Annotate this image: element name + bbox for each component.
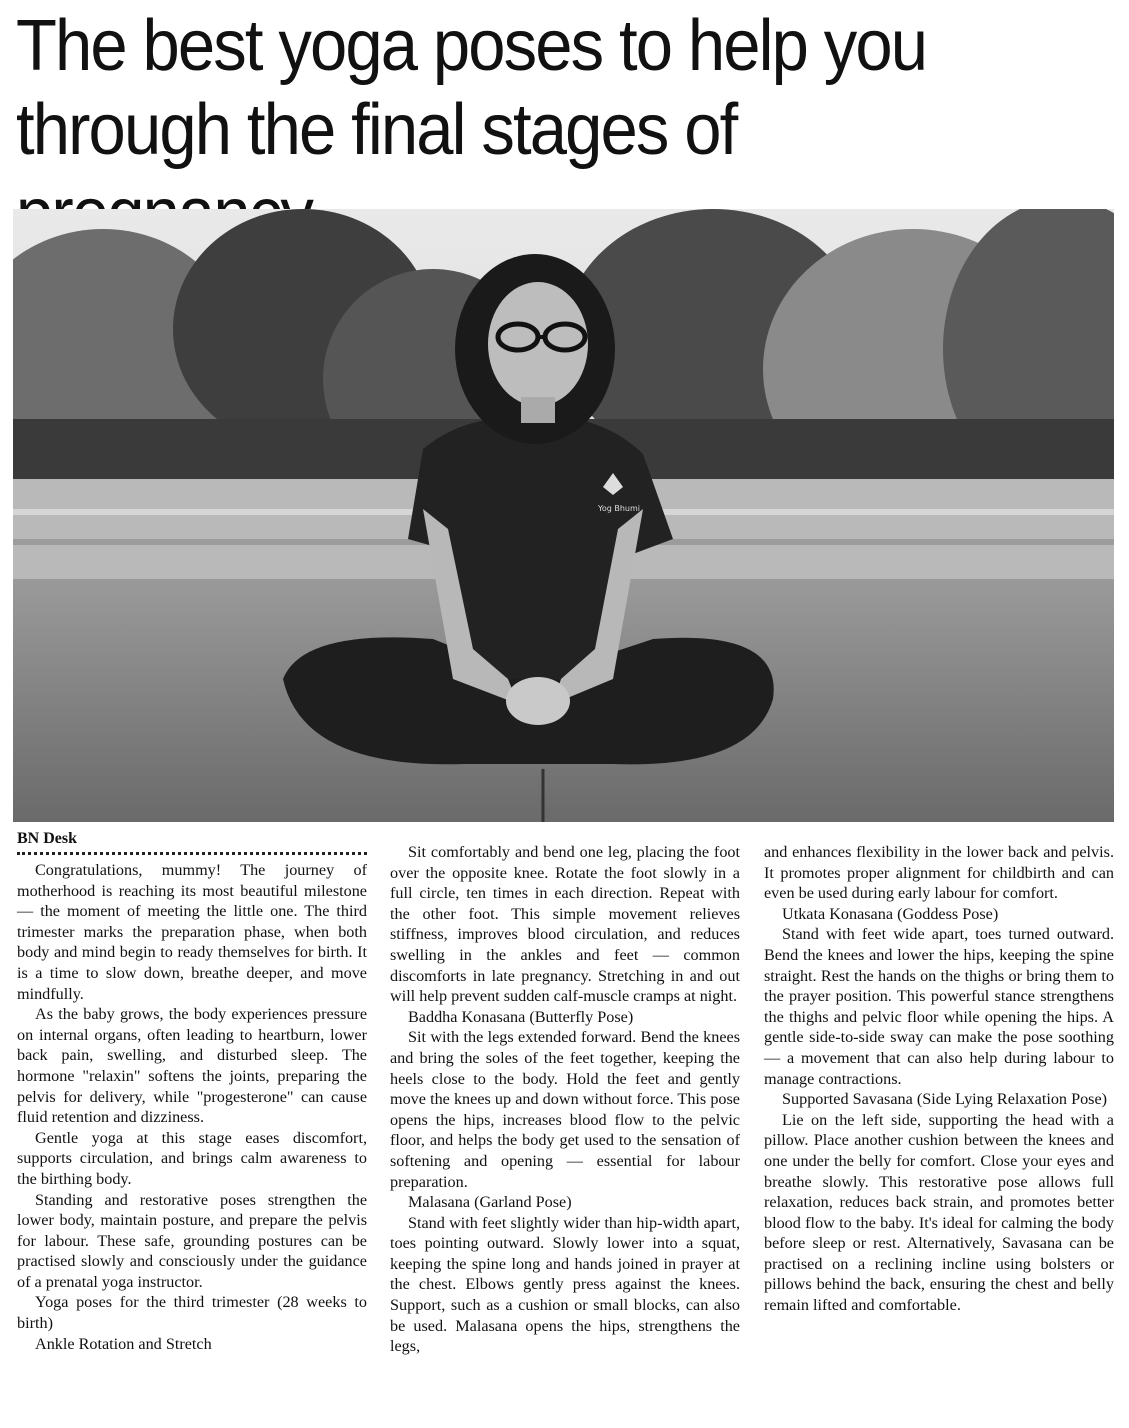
paragraph: Standing and restorative poses strengthen the lower body, maintain posture, and prepare the pelvis for labour. These safe, grounding postures can be practised slowly and consciously under the guidance of a prenatal yoga instructor. <box>17 1190 367 1291</box>
paragraph: As the baby grows, the body experiences pressure on internal organs, often leading to heartburn, lower back pain, swelling, and disturbed sleep. The hormone "relaxin" softens the joints, preparing the pelvis for delivery, while "progesterone" can cause fluid retention and dizziness. <box>17 1005 367 1127</box>
byline-divider <box>17 852 367 855</box>
paragraph: Sit with the legs extended forward. Bend the knees and bring the soles of the feet together, keeping the heels close to the body. Hold the feet and gently move the knees up and down without force. This pose opens the hips, increases blood flow to the pelvic floor, and helps the body get used to the sensation of softening and opening — essential for labour preparation. <box>390 1028 740 1191</box>
column-2 <box>390 842 740 1357</box>
paragraph: Congratulations, mummy! The journey of motherhood is reaching its most beautiful milestone — the moment of meeting the little one. The third trimester marks the preparation phase, when both body and mind begin to ready themselves for birth. It is a time to slow down, breathe deeper, and move mindfully. <box>17 861 367 1003</box>
byline: BN Desk <box>17 830 78 847</box>
headline-line-2: through the final stages of <box>16 90 737 170</box>
paragraph: Stand with feet wide apart, toes turned outward. Bend the knees and lower the hips, keeping the spine straight. Rest the hands on the thighs or bring them to the prayer position. This powerful stance strengthens the thighs and pelvic floor while opening the hips. A gentle side-to-side sway can make the pose soothing — a movement that can also help during labour to manage contractions. <box>764 925 1114 1088</box>
paragraph: and enhances flexibility in the lower back and pelvis. It promotes proper alignment for childbirth and can even be used during early labour for comfort. <box>764 843 1114 903</box>
subhead: Utkata Konasana (Goddess Pose) <box>782 904 999 923</box>
subhead: Ankle Rotation and Stretch <box>35 1334 212 1353</box>
subhead: Baddha Konasana (Butterfly Pose) <box>408 1007 634 1026</box>
subhead: Malasana (Garland Pose) <box>408 1193 572 1212</box>
paragraph: Stand with feet slightly wider than hip-width apart, toes pointing outward. Slowly lower into a squat, keeping the spine long and hands joined in prayer at the chest. Elbows gently press against the knees. Support, such as a cushion or small blocks, can also be used. Malasana opens the hips, strengthens the legs, <box>390 1213 740 1356</box>
shirt-logo-text: Yog Bhumi <box>598 504 640 513</box>
paragraph: Gentle yoga at this stage eases discomfort, supports circulation, and brings calm awareness to the birthing body. <box>17 1128 367 1188</box>
headline-line-1: The best yoga poses to help you <box>16 6 927 86</box>
column-1 <box>17 860 367 1354</box>
article-photo <box>13 209 1114 822</box>
paragraph: Lie on the left side, supporting the head with a pillow. Place another cushion between the knees and one under the belly for comfort. Close your eyes and breathe slowly. This restorative pose allows full relaxation, reduces back strain, and promotes better blood flow to the baby. It's ideal for calming the body before sleep or rest. Alternatively, Savasana can be practised on a reclining incline using bolsters or pillows behind the back, ensuring the chest and belly remain lifted and comfortable. <box>764 1110 1114 1315</box>
paragraph: Yoga poses for the third trimester (28 weeks to birth) <box>17 1293 367 1333</box>
subhead: Supported Savasana (Side Lying Relaxation Pose) <box>782 1090 1108 1109</box>
column-3 <box>764 842 1114 1316</box>
paragraph: Sit comfortably and bend one leg, placing the foot over the opposite knee. Rotate the foot slowly in a full circle, ten times in each direction. Repeat with the other foot. This simple movement relieves stiffness, improves blood circulation, and reduces swelling in the ankles and feet — common discomforts in late pregnancy. Stretching in and out will help prevent sudden calf-muscle cramps at night. <box>390 843 740 1006</box>
